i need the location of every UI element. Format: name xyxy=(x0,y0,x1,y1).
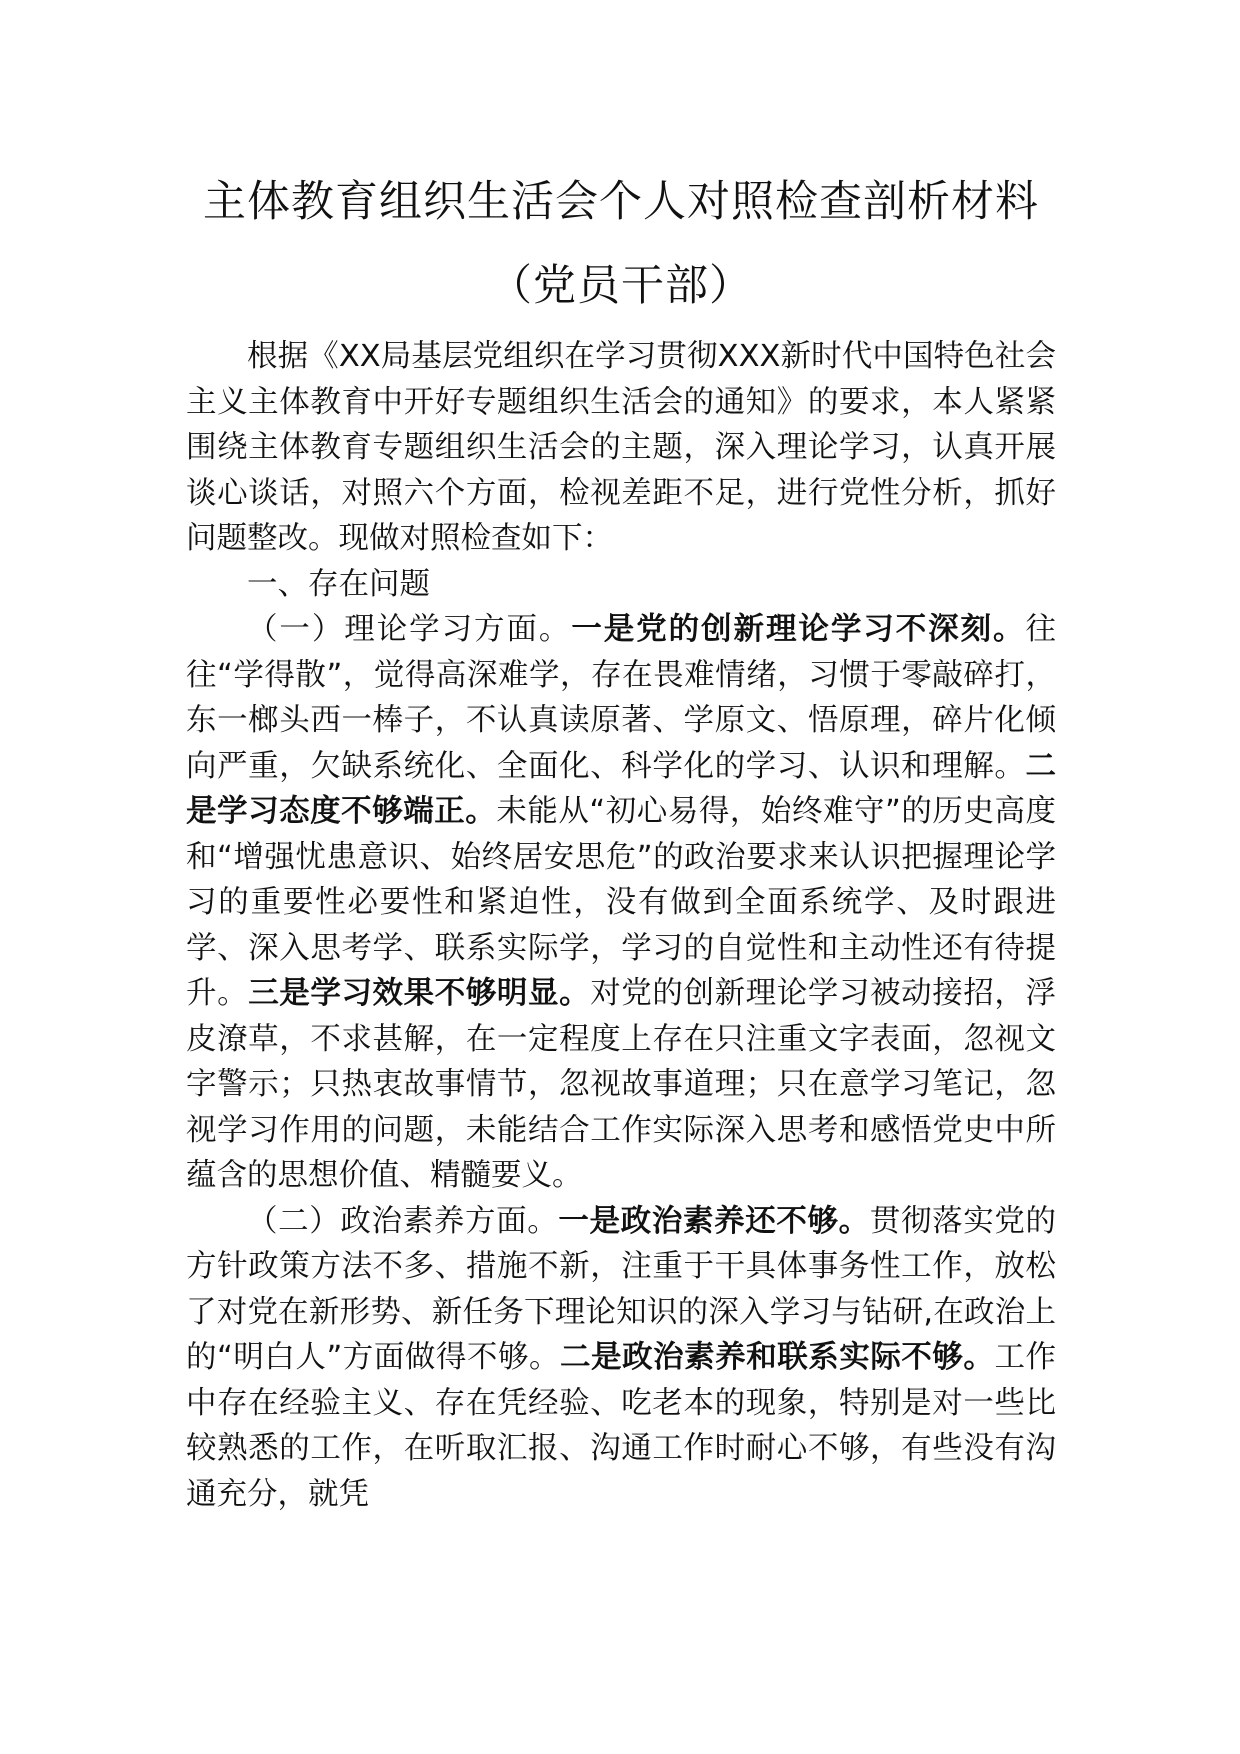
paragraph-political-quality xyxy=(186,1199,1056,1518)
bold-point: 二是学习态度不够端正。 xyxy=(186,748,1056,829)
document-body xyxy=(186,334,1056,1517)
document-title: 主体教育组织生活会个人对照检查剖析材料（党员干部） xyxy=(203,177,1039,311)
document-page xyxy=(186,160,1056,1517)
point-text: 工作中存在经验主义、存在凭经验、吃老本的现象，特别是对一些比较熟悉的工作，在听取汇报、沟通工作时耐心不够，有些没有沟通充分，就凭 xyxy=(186,1340,1057,1512)
bold-point: 二是政治素养和联系实际不够。 xyxy=(560,1340,995,1375)
subsection-lead: （一）理论学习方面。 xyxy=(247,612,572,647)
bold-point: 三是学习效果不够明显。 xyxy=(248,976,591,1011)
section-heading-problems: 一、存在问题 xyxy=(247,566,430,602)
subsection-lead: （二）政治素养方面。 xyxy=(247,1203,559,1239)
point-text: 对党的创新理论学习被动接招，浮皮潦草，不求甚解，在一定程度上存在只注重文字表面，忽视文字警示；只热衷故事情节，忽视故事道理；只在意学习笔记，忽视学习作用的问题，未能结合工作实际深入思考和感悟党史中所蕴含的思想价值、精髓要义。 xyxy=(186,976,1057,1193)
paragraph-theory-study xyxy=(186,607,1056,1199)
bold-point: 一是政治素养还不够。 xyxy=(558,1203,870,1239)
point-text: 往往“学得散”，觉得高深难学，存在畏难情绪，习惯于零敲碎打，东一榔头西一棒子，不认真读原著、学原文、悟原理，碎片化倾向严重，欠缺系统化、全面化、科学化的学习、认识和理解。 xyxy=(186,612,1056,784)
point-text: 未能从“初心易得，始终难守”的历史高度和“增强忧患意识、始终居安思危”的政治要求来认识把握理论学习的重要性必要性和紧迫性，没有做到全面系统学、及时跟进学、深入思考学、联系实际学，学习的自觉性和主动性还有待提升。 xyxy=(186,794,1057,1011)
bold-point: 一是党的创新理论学习不深刻。 xyxy=(571,612,1026,647)
point-text: 贯彻落实党的方针政策方法不多、措施不新，注重于干具体事务性工作，放松了对党在新形势、新任务下理论知识的深入学习与钻研,在政治上的“明白人”方面做得不够。 xyxy=(186,1203,1057,1375)
intro-paragraph: 根据《XX局基层党组织在学习贯彻XXX新时代中国特色社会主义主体教育中开好专题组织生活会的通知》的要求，本人紧紧围绕主体教育专题组织生活会的主题，深入理论学习，认真开展谈心谈话，对照六个方面，检视差距不足，进行党性分析，抓好问题整改。现做对照检查如下： xyxy=(186,339,1056,556)
